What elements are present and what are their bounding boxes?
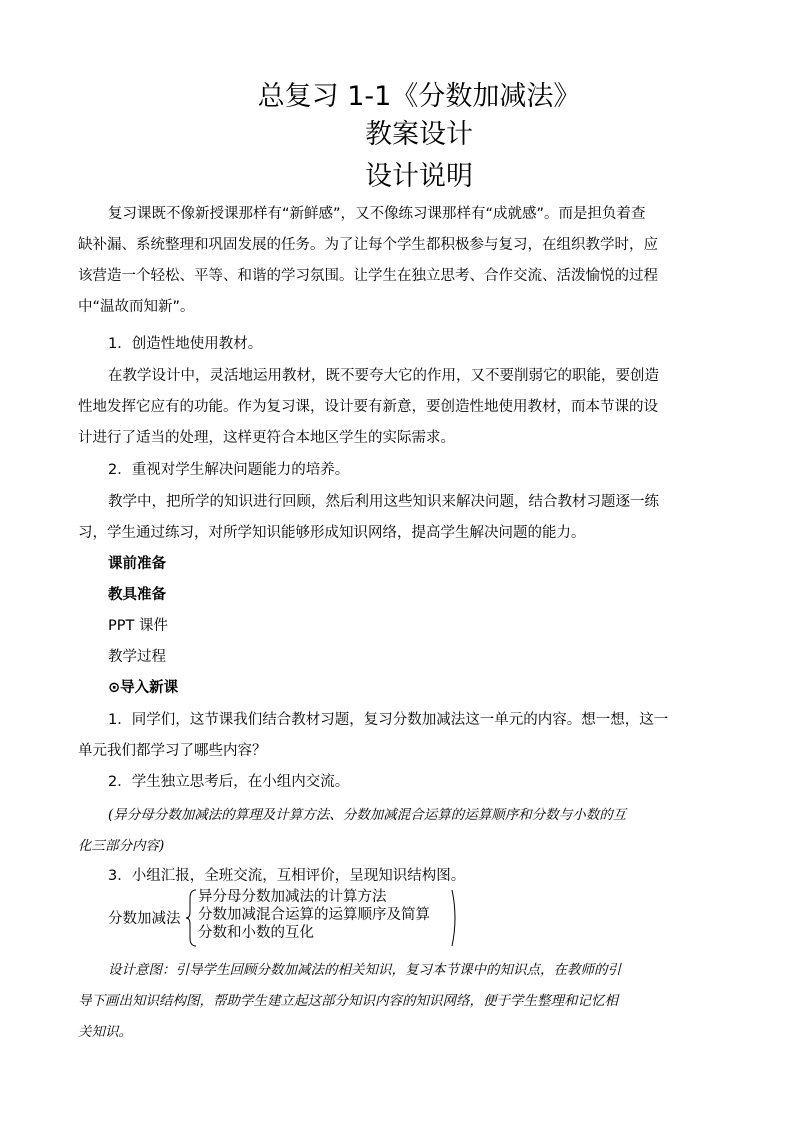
- knowledge-structure-diagram: [108, 888, 468, 950]
- text-line: 在教学设计中，灵活地运用教材，既不要夸大它的作用，又不要削弱它的职能，要创造: [108, 368, 659, 384]
- tree-item: 分数加减混合运算的运算顺序及简算: [198, 907, 430, 923]
- right-paren-icon: [450, 888, 460, 948]
- intent-line: 导下画出知识结构图，帮助学生建立起这部分知识内容的知识网络，便于学生整理和记忆相: [78, 993, 618, 1009]
- section-title: 设计说明: [365, 161, 473, 192]
- ppt-text: PPT 课件: [108, 618, 168, 634]
- text-line: 复习课既不像新授课那样有“新鲜感”，又不像练习课那样有“成就感”。而是担负着查: [108, 206, 646, 222]
- point-heading: 2．重视对学生解决问题能力的培养。: [108, 462, 350, 478]
- subtitle: 教案设计: [365, 119, 473, 150]
- text-line: 性地发挥它应有的功能。作为复习课，设计要有新意，要创造性地使用教材，而本节课的设: [78, 399, 658, 415]
- tools-heading: 教具准备: [108, 587, 166, 603]
- text-line: 该营造一个轻松、平等、和谐的学习氛围。让学生在独立思考、合作交流、活泼愉悦的过程: [78, 268, 658, 284]
- tree-item: 异分母分数加减法的计算方法: [198, 889, 387, 905]
- prep-heading: 课前准备: [108, 556, 166, 572]
- tree-root-label: 分数加减法: [108, 911, 181, 927]
- note-line: (异分母分数加减法的算理及计算方法、分数加减混合运算的运算顺序和分数与小数的互: [108, 807, 627, 823]
- text-line: 计进行了适当的处理，这样更符合本地区学生的实际需求。: [78, 430, 455, 446]
- point-heading: 1．创造性地使用教材。: [108, 336, 263, 352]
- main-title: 总复习 1-1《分数加减法》: [257, 81, 581, 112]
- intent-line: 关知识。: [78, 1024, 132, 1040]
- step-3-line: 3．小组汇报，全班交流，互相评价，呈现知识结构图。: [108, 868, 466, 884]
- left-brace-icon: [186, 888, 198, 948]
- step-2-line: 2．学生独立思考后，在小组内交流。: [108, 774, 350, 790]
- text-line: 中“温故而知新”。: [78, 299, 195, 315]
- process-text: 教学过程: [108, 649, 166, 665]
- text-line: 教学中，把所学的知识进行回顾，然后利用这些知识来解决问题，结合教材习题逐一练: [108, 494, 659, 510]
- intro-new-heading: ⊙导入新课: [108, 680, 179, 696]
- text-line: 习，学生通过练习，对所学知识能够形成知识网络，提高学生解决问题的能力。: [78, 525, 586, 541]
- step-1-line: 1．同学们，这节课我们结合教材习题，复习分数加减法这一单元的内容。想一想，这一: [108, 712, 669, 728]
- note-line: 化三部分内容): [78, 838, 165, 854]
- tree-item: 分数和小数的互化: [198, 925, 314, 941]
- text-line: 缺补漏、系统整理和巩固发展的任务。为了让每个学生都积极参与复习，在组织教学时，应: [78, 237, 658, 253]
- tree-items: [198, 888, 430, 942]
- step-1-line: 单元我们都学习了哪些内容？: [78, 743, 267, 759]
- intent-line: 设计意图：引导学生回顾分数加减法的相关知识，复习本节课中的知识点，在教师的引: [108, 962, 621, 978]
